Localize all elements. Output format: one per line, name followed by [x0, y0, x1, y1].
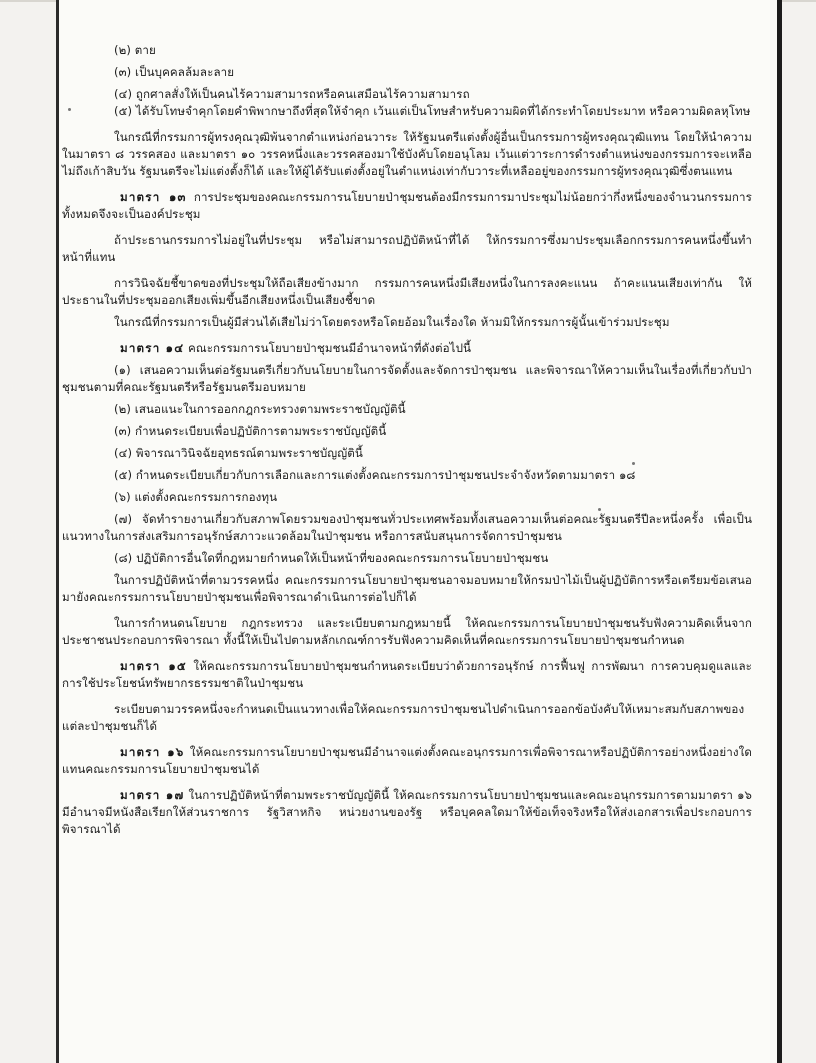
list-item: (๕) กำหนดระเบียบเกี่ยวกับการเลือกและการแต่งตั้งคณะกรรมการป่าชุมชนประจำจังหวัดตามมาตรา ๑๘: [114, 468, 636, 482]
list-item: (๖) แต่งตั้งคณะกรรมการกองทุน: [114, 490, 278, 504]
scan-speck: [632, 462, 635, 465]
list-item: (๔) ถูกศาลสั่งให้เป็นคนไร้ความสามารถหรือคนเสมือนไร้ความสามารถ: [114, 87, 470, 101]
paragraph: ในการปฏิบัติหน้าที่ตามวรรคหนึ่ง คณะกรรมการนโยบายป่าชุมชนอาจมอบหมายให้กรมป่าไม้เป็นผู้ปฏิบัติการหรือเตรียมข้อเสนอมายังคณะกรรมการนโยบายป่าชุมชนเพื่อพิจารณาดำเนินการต่อไปก็ได้: [62, 573, 752, 604]
paragraph: (๗) จัดทำรายงานเกี่ยวกับสภาพโดยรวมของป่าชุมชนทั่วประเทศพร้อมทั้งเสนอความเห็นต่อคณะรัฐมนตรีปีละหนึ่งครั้ง เพื่อเป็นแนวทางในการส่งเสริมการอนุรักษ์สภาวะแวดล้อมในป่าชุมชน หรือการสนับสนุนการจัดการป่าชุมชน: [62, 512, 752, 543]
paragraph: ระเบียบตามวรรคหนึ่งจะกำหนดเป็นแนวทางเพื่อให้คณะกรรมการป่าชุมชนไปดำเนินการออกข้อบังคับให้เหมาะสมกับสภาพของแต่ละป่าชุมชนก็ได้: [62, 702, 745, 733]
section-paragraph: [62, 340, 752, 357]
section-label: มาตรา ๑๔: [120, 341, 185, 355]
section-text: ในการปฏิบัติหน้าที่ตามพระราชบัญญัตินี้ ให้คณะกรรมการนโยบายป่าชุมชนและคณะอนุกรรมการตามมาตรา ๑๖ มีอำนาจมีหนังสือเรียกให้ส่วนราชการ รัฐวิสาหกิจ หน่วยงานของรัฐ หรือบุคคลใดมาให้ข้อเท็จจริงหรือให้ส่งเอกสารเพื่อประกอบการพิจารณาได้: [62, 788, 752, 836]
section-text: ให้คณะกรรมการนโยบายป่าชุมชนกำหนดระเบียบว่าด้วยการอนุรักษ์ การฟื้นฟู การพัฒนา การควบคุมดูแลและการใช้ประโยชน์ทรัพยากรธรรมชาติในป่าชุมชน: [62, 659, 752, 690]
section-label: มาตรา ๑๓: [120, 190, 187, 204]
section-label: มาตรา ๑๖: [120, 745, 185, 759]
section-paragraph: [62, 744, 752, 778]
section-text: ให้คณะกรรมการนโยบายป่าชุมชนมีอำนาจแต่งตั้งคณะอนุกรรมการเพื่อพิจารณาหรือปฏิบัติการอย่างหนึ่งอย่างใดแทนคณะกรรมการนโยบายป่าชุมชนได้: [62, 745, 752, 776]
list-item: (๓) เป็นบุคคลล้มละลาย: [114, 65, 235, 79]
list-item: (๘) ปฏิบัติการอื่นใดที่กฎหมายกำหนดให้เป็นหน้าที่ของคณะกรรมการนโยบายป่าชุมชน: [114, 551, 549, 565]
section-paragraph: [62, 658, 752, 692]
list-item: (๓) กำหนดระเบียบเพื่อปฏิบัติการตามพระราชบัญญัตินี้: [114, 424, 387, 438]
section-label: มาตรา ๑๗: [120, 788, 185, 802]
section-text: การประชุมของคณะกรรมการนโยบายป่าชุมชนต้องมีกรรมการมาประชุมไม่น้อยกว่ากึ่งหนึ่งของจำนวนกรรมการทั้งหมดจึงจะเป็นองค์ประชุม: [62, 190, 752, 221]
section-label: มาตรา ๑๕: [120, 659, 187, 673]
paragraph: ในกรณีที่กรรมการผู้ทรงคุณวุฒิพ้นจากตำแหน่งก่อนวาระ ให้รัฐมนตรีแต่งตั้งผู้อื่นเป็นกรรมการผู้ทรงคุณวุฒิแทน โดยให้นำความในมาตรา ๘ วรรคสอง และมาตรา ๑๐ วรรคหนึ่งและวรรคสองมาใช้บังคับโดยอนุโลม เว้นแต่วาระการดำรงตำแหน่งของกรรมการจะเหลือไม่ถึงเก้าสิบวัน รัฐมนตรีจะไม่แต่งตั้งก็ได้ และให้ผู้ได้รับแต่งตั้งอยู่ในตำแหน่งเท่ากับวาระที่เหลืออยู่ของกรรมการผู้ทรงคุณวุฒิซึ่งตนแทน: [62, 130, 752, 178]
list-item: (๔) พิจารณาวินิจฉัยอุทธรณ์ตามพระราชบัญญัตินี้: [114, 446, 363, 460]
scan-speck: [598, 508, 601, 511]
paragraph: (๑) เสนอความเห็นต่อรัฐมนตรีเกี่ยวกับนโยบายในการจัดตั้งและจัดการป่าชุมชน และพิจารณาให้ความเห็นในเรื่องที่เกี่ยวกับป่าชุมชนตามที่คณะรัฐมนตรีหรือรัฐมนตรีมอบหมาย: [62, 363, 752, 394]
paragraph: การวินิจฉัยชี้ขาดของที่ประชุมให้ถือเสียงข้างมาก กรรมการคนหนึ่งมีเสียงหนึ่งในการลงคะแนน ถ้าคะแนนเสียงเท่ากัน ให้ประธานในที่ประชุมออกเสียงเพิ่มขึ้นอีกเสียงหนึ่งเป็นเสียงชี้ขาด: [62, 276, 752, 307]
section-text: คณะกรรมการนโยบายป่าชุมชนมีอำนาจหน้าที่ดังต่อไปนี้: [188, 341, 472, 355]
document-body: [62, 42, 752, 838]
scan-speck: [68, 108, 71, 111]
section-paragraph: [62, 189, 752, 223]
paragraph: ถ้าประธานกรรมการไม่อยู่ในที่ประชุม หรือไม่สามารถปฏิบัติหน้าที่ได้ ให้กรรมการซึ่งมาประชุมเลือกกรรมการคนหนึ่งขึ้นทำหน้าที่แทน: [62, 233, 752, 264]
list-item: (๒) เสนอแนะในการออกกฎกระทรวงตามพระราชบัญญัตินี้: [114, 402, 406, 416]
paragraph: ในการกำหนดนโยบาย กฎกระทรวง และระเบียบตามกฎหมายนี้ ให้คณะกรรมการนโยบายป่าชุมชนรับฟังความคิดเห็นจากประชาชนประกอบการพิจารณา ทั้งนี้ให้เป็นไปตามหลักเกณฑ์การรับฟังความคิดเห็นที่คณะกรรมการนโยบายป่าชุมชนกำหนด: [62, 616, 752, 647]
section-paragraph: [62, 787, 752, 838]
paragraph: (๕) ได้รับโทษจำคุกโดยคำพิพากษาถึงที่สุดให้จำคุก เว้นแต่เป็นโทษสำหรับความผิดที่ได้กระทำโดยประมาท หรือความผิดลหุโทษ: [114, 104, 751, 118]
paragraph: ในกรณีที่กรรมการเป็นผู้มีส่วนได้เสียไม่ว่าโดยตรงหรือโดยอ้อมในเรื่องใด ห้ามมิให้กรรมการผู้นั้นเข้าร่วมประชุม: [114, 315, 670, 329]
list-item: (๒) ตาย: [114, 43, 156, 57]
